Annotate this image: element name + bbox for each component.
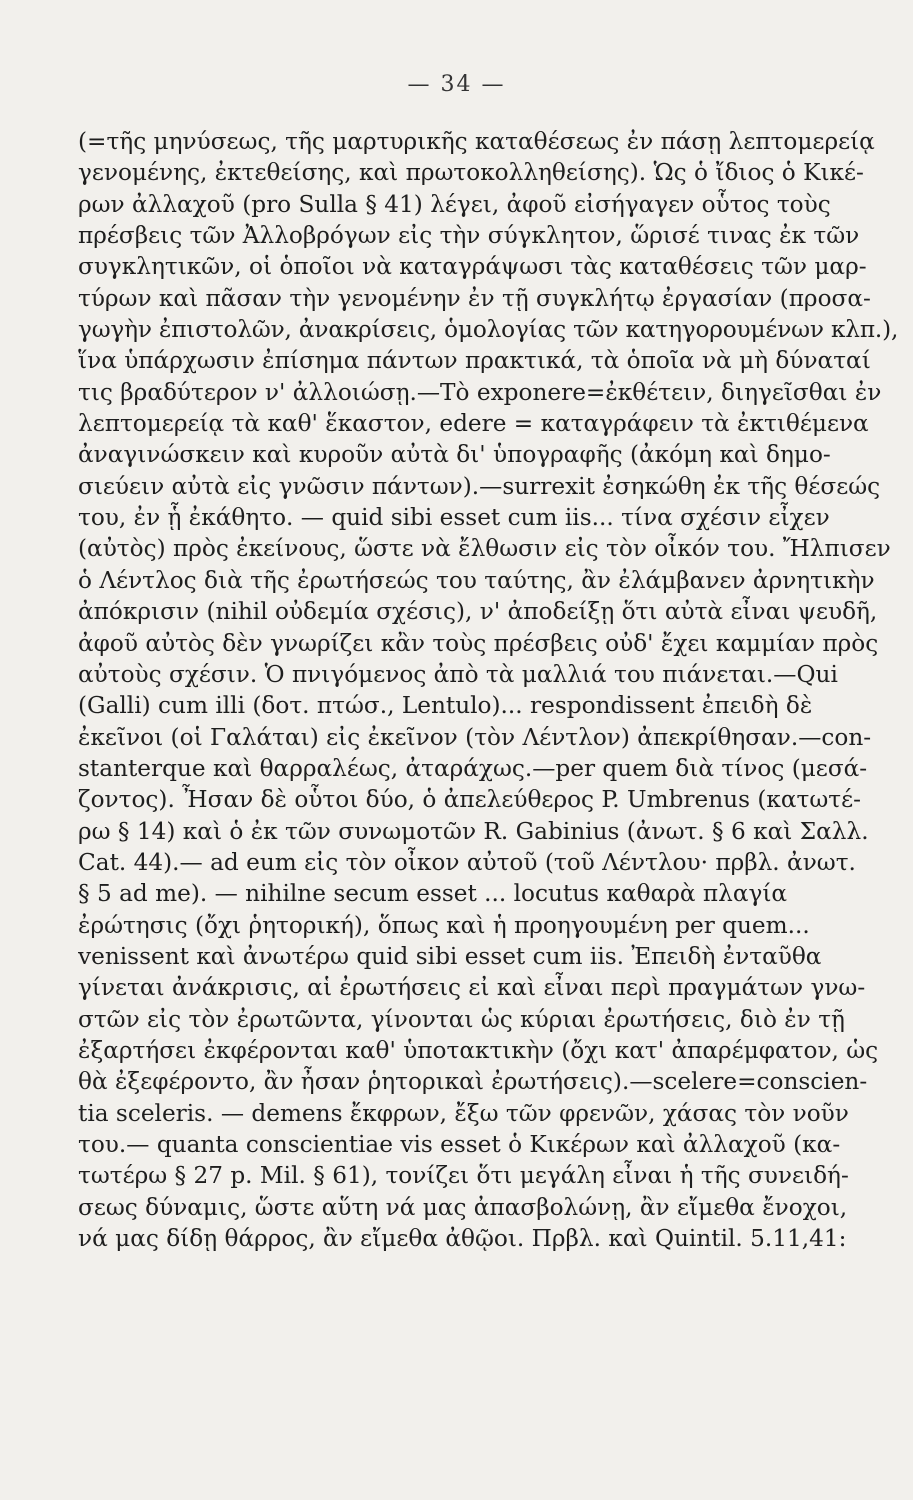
text-line: τωτέρω § 27 p. Mil. § 61), τονίζει ὅτι μεγάλη εἶναι ἡ τῆς συνειδή- [78,1162,849,1190]
text-line: ἵνα ὑπάρχωσιν ἐπίσημα πάντων πρακτικά, τὰ ὁποῖα νὰ μὴ δύναταί [78,347,871,375]
text-line: § 5 ad me). — nihilne secum esset ... locutus καθαρὰ πλαγία [78,880,788,908]
text-line: (Galli) cum illi (δοτ. πτώσ., Lentulo)... respondissent ἐπειδὴ δὲ [78,692,813,720]
text-line: θὰ ἐξεφέροντο, ἂν ἦσαν ῥητορικαὶ ἐρωτήσεις).—scelere=conscien- [78,1068,868,1096]
text-line: πρέσβεις τῶν Ἀλλοβρόγων εἰς τὴν σύγκλητον, ὥρισέ τινας ἐκ τῶν [78,222,860,250]
text-line: ἐκεῖνοι (οἱ Γαλάται) εἰς ἐκεῖνον (τὸν Λέντλον) ἀπεκρίθησαν.—con- [78,723,872,751]
text-line: συγκλητικῶν, οἱ ὁποῖοι νὰ καταγράψωσι τὰς καταθέσεις τῶν μαρ- [78,253,867,281]
text-line: γενομένης, ἐκτεθείσης, καὶ πρωτοκολληθείσης). Ὡς ὁ ἴδιος ὁ Κικέ- [78,159,864,187]
body-text [78,126,898,1254]
text-line: stanterque καὶ θαρραλέως, ἀταράχως.—per quem διὰ τίνος (μεσά- [78,754,868,782]
text-line: ἀναγινώσκειν καὶ κυροῦν αὐτὰ δι' ὑπογραφῆς (ἀκόμη καὶ δημο- [78,441,831,469]
text-line: ρω § 14) καὶ ὁ ἐκ τῶν συνωμοτῶν R. Gabinius (ἀνωτ. § 6 καὶ Σαλλ. [78,817,869,845]
text-line: ἀφοῦ αὐτὸς δὲν γνωρίζει κἂν τοὺς πρέσβεις οὐδ' ἔχει καμμίαν πρὸς [78,629,879,657]
text-line: ζοντος). Ἦσαν δὲ οὗτοι δύο, ὁ ἀπελεύθερος P. Umbrenus (κατωτέ- [78,786,861,814]
text-line: νά μας δίδῃ θάρρος, ἂν εἴμεθα ἀθῷοι. Πρβλ. καὶ Quintil. 5.11,41: [78,1225,847,1253]
text-line: ρων ἀλλαχοῦ (pro Sulla § 41) λέγει, ἀφοῦ εἰσήγαγεν οὗτος τοὺς [78,190,831,218]
text-line: tia sceleris. — demens ἔκφρων, ἔξω τῶν φρενῶν, χάσας τὸν νοῦν [78,1099,849,1127]
text-line: γίνεται ἀνάκρισις, αἱ ἐρωτήσεις εἰ καὶ εἶναι περὶ πραγμάτων γνω- [78,974,866,1002]
text-line: σεως δύναμις, ὥστε αὕτη νά μας ἀπασβολώνῃ, ἂν εἴμεθα ἔνοχοι, [78,1193,848,1221]
text-line: τύρων καὶ πᾶσαν τὴν γενομένην ἐν τῇ συγκλήτῳ ἐργασίαν (προσα- [78,284,871,312]
text-line: λεπτομερείᾳ τὰ καθ' ἕκαστον, edere = καταγράφειν τὰ ἐκτιθέμενα [78,410,869,438]
text-line: ἐρώτησις (ὄχι ῥητορική), ὅπως καὶ ἡ προηγουμένη per quem... [78,911,810,939]
text-line: ἀπόκρισιν (nihil οὐδεμία σχέσις), ν' ἀποδείξῃ ὅτι αὐτὰ εἶναι ψευδῆ, [78,598,878,626]
text-line: του, ἐν ᾗ ἐκάθητο. — quid sibi esset cum iis... τίνα σχέσιν εἶχεν [78,504,830,532]
text-line: γωγὴν ἐπιστολῶν, ἀνακρίσεις, ὁμολογίας τῶν κατηγορουμένων κλπ.), [78,316,898,344]
text-line: ἐξαρτήσει ἐκφέρονται καθ' ὑποτακτικὴν (ὄχι κατ' ἀπαρέμφατον, ὡς [78,1036,879,1064]
page-number: — 34 — [407,72,506,97]
text-line: ὁ Λέντλος διὰ τῆς ἐρωτήσεώς του ταύτης, ἂν ἐλάμβανεν ἀρνητικὴν [78,566,875,594]
text-line: (=τῆς μηνύσεως, τῆς μαρτυρικῆς καταθέσεως ἐν πάσῃ λεπτομερείᾳ [78,128,875,155]
text-line: (αὐτὸς) πρὸς ἐκείνους, ὥστε νὰ ἔλθωσιν εἰς τὸν οἶκόν του. Ἤλπισεν [78,535,891,563]
text-line: venissent καὶ ἀνωτέρω quid sibi esset cum iis. Ἐπειδὴ ἐνταῦθα [78,942,822,970]
text-line: Cat. 44).— ad eum εἰς τὸν οἶκον αὐτοῦ (τοῦ Λέντλου· πρβλ. ἀνωτ. [78,848,856,876]
text-line: του.— quanta conscientiae vis esset ὁ Κικέρων καὶ ἀλλαχοῦ (κα- [78,1131,841,1158]
text-line: τις βραδύτερον ν' ἀλλοιώσῃ.—Τὸ exponere=ἐκθέτειν, διηγεῖσθαι ἐν [78,378,882,406]
text-line: σιεύειν αὐτὰ εἰς γνῶσιν πάντων).—surrexit ἐσηκώθη ἐκ τῆς θέσεώς [78,472,881,500]
text-line: στῶν εἰς τὸν ἐρωτῶντα, γίνονται ὡς κύριαι ἐρωτήσεις, διὸ ἐν τῇ [78,1005,845,1033]
text-line: αὐτοὺς σχέσιν. Ὁ πνιγόμενος ἀπὸ τὰ μαλλιά του πιάνεται.—Qui [78,660,838,688]
